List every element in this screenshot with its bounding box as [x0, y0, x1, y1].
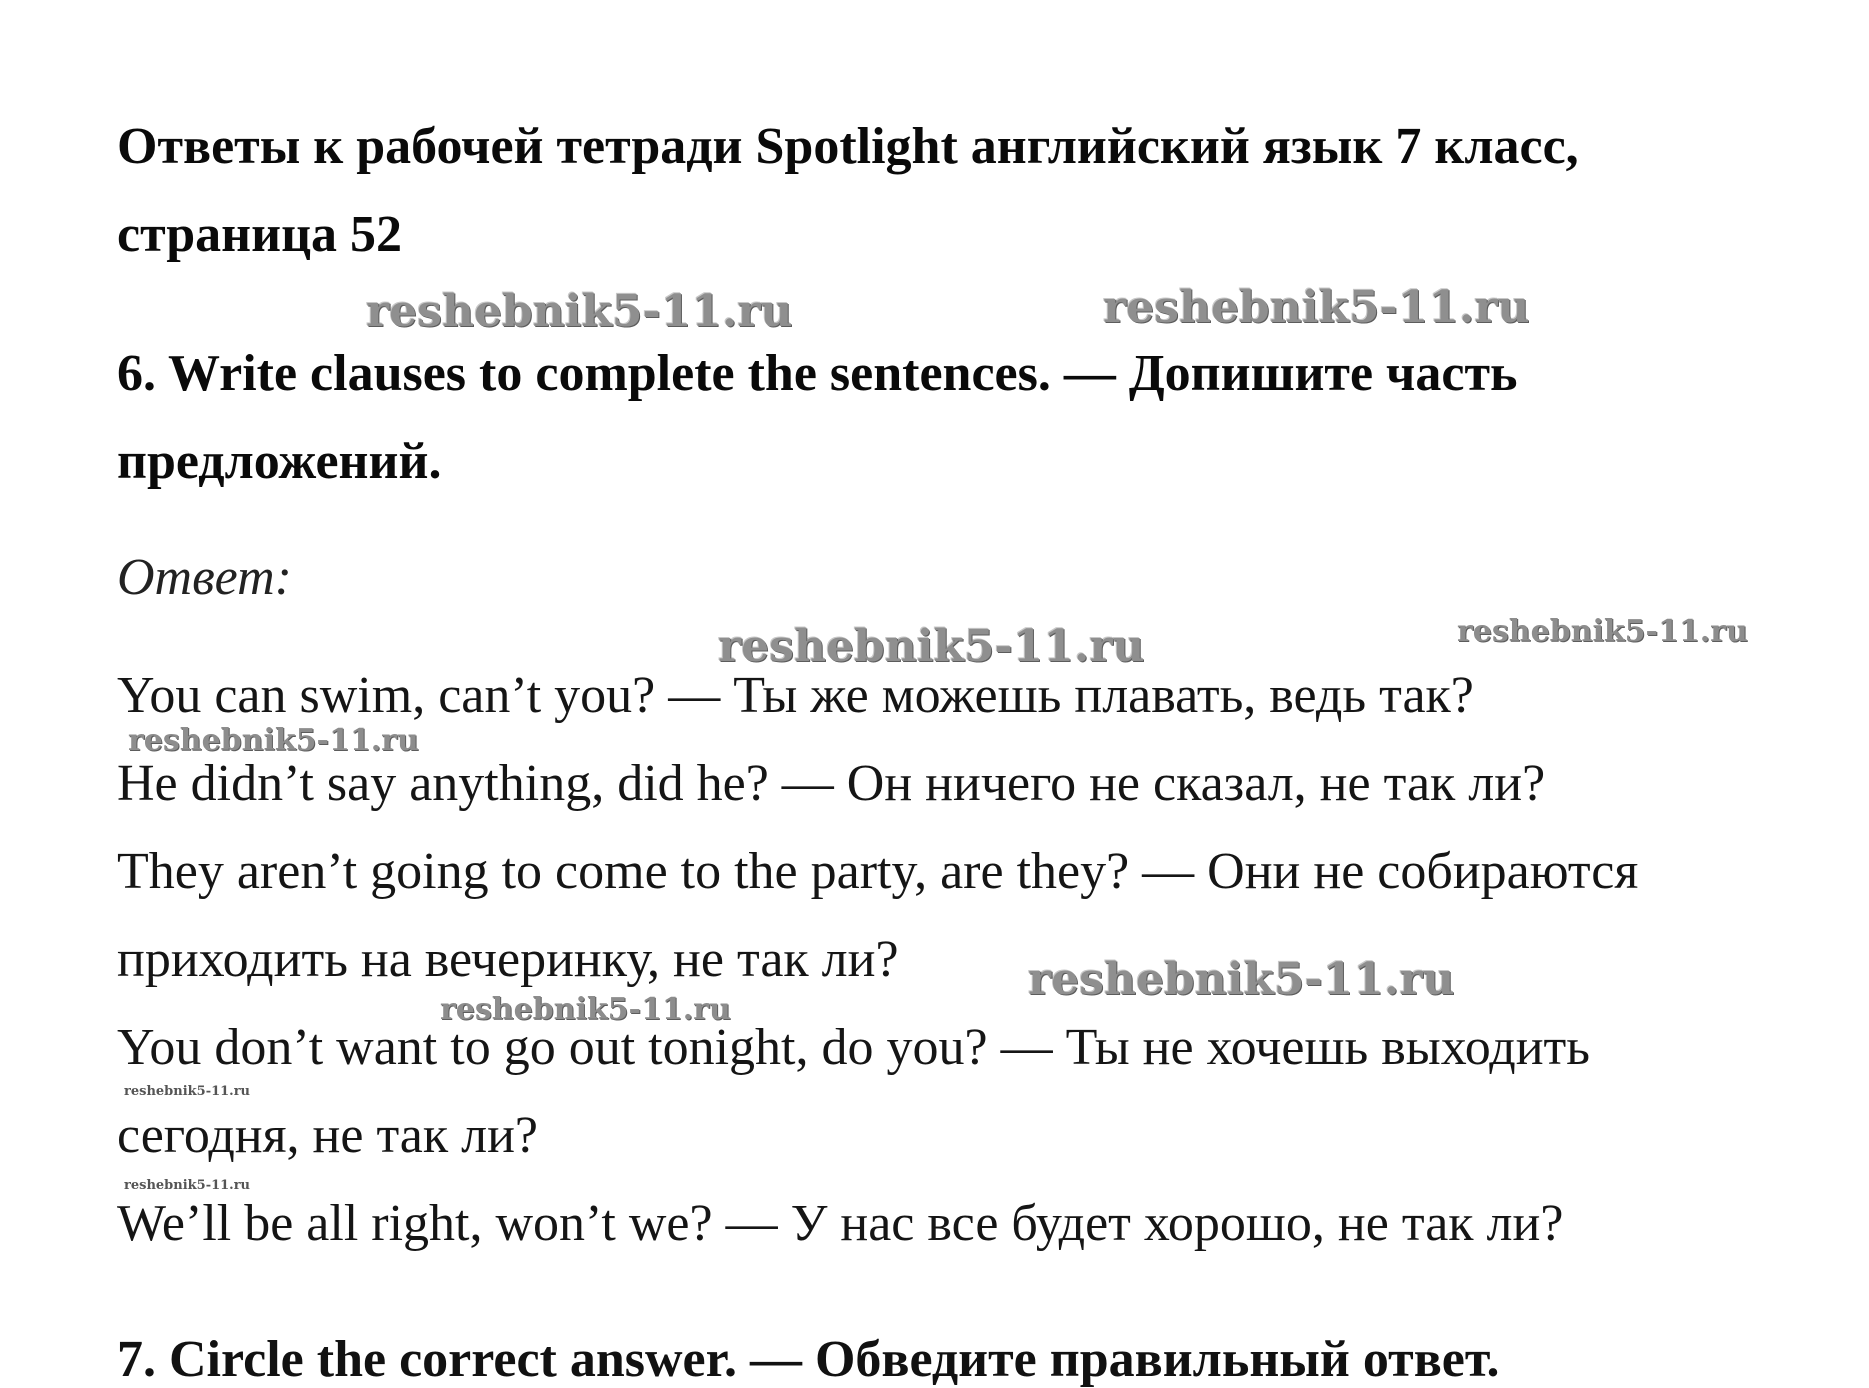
answer-line-1: You can swim, can’t you? — Ты же можешь плавать, ведь так? [117, 667, 1474, 724]
watermark: reshebnik5-11.ru [1457, 614, 1748, 649]
watermark: reshebnik5-11.ru [1103, 282, 1530, 333]
next-task-heading-cut [117, 1331, 1537, 1388]
document-title-line-2: страница 52 [117, 206, 403, 263]
answer-label: Ответ: [117, 549, 292, 606]
watermark: reshebnik5-11.ru [440, 992, 731, 1027]
watermark: reshebnik5-11.ru [124, 1084, 251, 1099]
watermark: reshebnik5-11.ru [718, 621, 1145, 672]
watermark: reshebnik5-11.ru [128, 723, 419, 758]
task-heading-line-2: предложений. [117, 433, 442, 490]
watermark: reshebnik5-11.ru [124, 1178, 251, 1193]
answer-line-7: We’ll be all right, won’t we? — У нас все будет хорошо, не так ли? [117, 1195, 1564, 1252]
watermark: reshebnik5-11.ru [1028, 954, 1455, 1005]
answer-line-5: You don’t want to go out tonight, do you? — Ты не хочешь выходить [117, 1019, 1590, 1076]
document-title-line-1: Ответы к рабочей тетради Spotlight английский язык 7 класс, [117, 118, 1579, 175]
answer-line-2: He didn’t say anything, did he? — Он ничего не сказал, не так ли? [117, 755, 1546, 812]
next-task-heading-text: 7. Circle the correct answer. — Обведите правильный ответ. [117, 1331, 1500, 1388]
task-heading-line-1: 6. Write clauses to complete the sentences. — Допишите часть [117, 345, 1518, 402]
answer-line-3: They aren’t going to come to the party, are they? — Они не собираются [117, 843, 1639, 900]
answer-line-4: приходить на вечеринку, не так ли? [117, 931, 899, 988]
watermark: reshebnik5-11.ru [366, 286, 793, 337]
answer-line-6: сегодня, не так ли? [117, 1107, 539, 1164]
